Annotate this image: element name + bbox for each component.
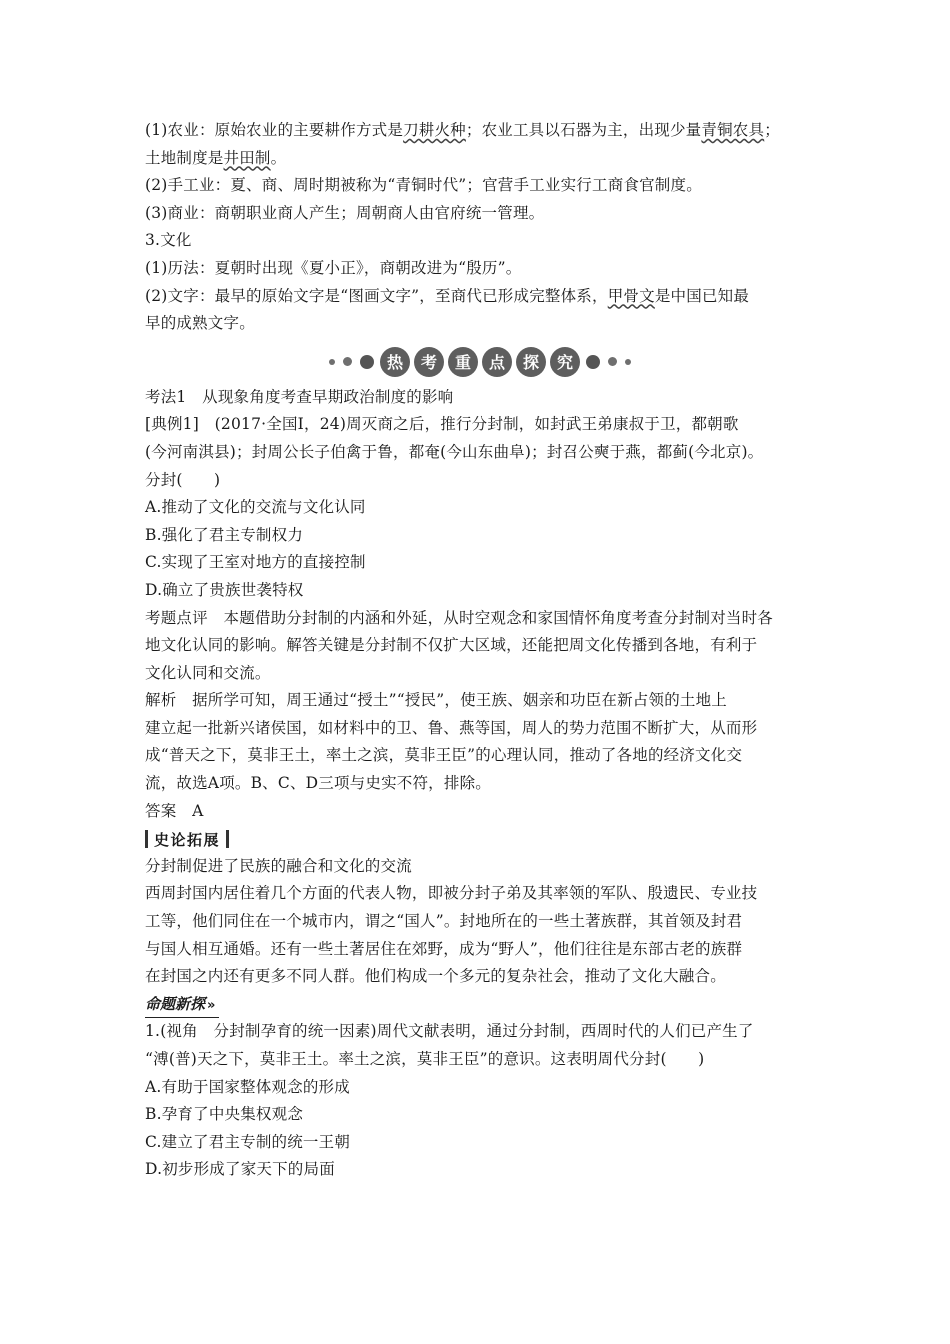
analysis-text: 解析 据所学可知，周王通过“授土”“授民”，使王族、姻亲和功臣在新占领的土地上	[145, 691, 727, 710]
example-question: 分封( )	[145, 470, 221, 489]
example-block	[145, 384, 815, 826]
question-block	[145, 1018, 815, 1184]
option-b: B.强化了君主专制权力	[145, 525, 304, 544]
extension-text: 在封国之内还有更多不同人群。他们构成一个多元的复杂社会，推动了文化大融合。	[145, 967, 726, 986]
banner-char: 探	[516, 347, 546, 377]
intro-text: 早的成熟文字。	[145, 314, 255, 333]
banner-dot-icon	[343, 357, 352, 366]
intro-paragraphs	[145, 117, 815, 338]
banner-dot-icon	[586, 355, 600, 369]
example-text: [典例1] (2017·全国Ⅰ，24)周灭商之后，推行分封制，如封武王弟康叔于卫，都朝歌	[145, 415, 739, 434]
option-b: B.孕育了中央集权观念	[145, 1105, 304, 1124]
extension-title: 分封制促进了民族的融合和文化的交流	[145, 856, 412, 875]
section-title: 史论拓展	[154, 830, 221, 849]
intro-text: (2)手工业：夏、商、周时期被称为“青铜时代”；官营手工业实行工商食官制度。	[145, 176, 702, 195]
intro-line	[145, 255, 815, 283]
intro-line	[145, 200, 815, 228]
intro-text: (2)文字：最早的原始文字是“图画文字”，至商代已形成完整体系，	[145, 286, 608, 305]
intro-line	[145, 310, 815, 338]
commentary-text: 考题点评 本题借助分封制的内涵和外延，从时空观念和家国情怀角度考查分封制对当时各	[145, 608, 774, 627]
intro-text: ；农业工具以石器为主，出现少量	[465, 121, 702, 139]
analysis-text: 成“普天之下，莫非王土，率土之滨，莫非王臣”的心理认同，推动了各地的经济文化交	[145, 746, 743, 765]
key-term: 甲骨文	[607, 286, 655, 305]
banner-char: 考	[414, 347, 444, 377]
banner-dot-icon	[329, 359, 335, 365]
intro-text: 是中国已知最	[654, 286, 750, 305]
intro-line	[145, 283, 815, 311]
method-title: 考法1 从现象角度考查早期政治制度的影响	[145, 387, 454, 406]
commentary-text: 地文化认同的影响。解答关键是分封制不仅扩大区域，还能把周文化传播到各地，有利于	[145, 636, 758, 655]
extension-block	[145, 853, 815, 991]
intro-text: 。	[270, 148, 287, 167]
double-chevron-icon: »	[207, 998, 216, 1014]
question-text: “溥(普)天之下，莫非王土。率土之滨，莫非王臣”的意识。这表明周代分封( )	[145, 1050, 705, 1068]
banner-char: 究	[550, 347, 580, 377]
key-term: 井田制	[223, 148, 271, 167]
option-c: C.建立了君主专制的统一王朝	[145, 1132, 351, 1151]
intro-text: 3.文化	[145, 231, 192, 250]
answer-text: 答案 A	[145, 801, 204, 820]
question-text: 1.(视角 分封制孕育的统一因素)周代文献表明，通过分封制，西周时代的人们已产生了	[145, 1022, 754, 1041]
sub-heading-text: 命题新探	[145, 995, 206, 1014]
example-text: (今河南淇县)；封周公长子伯禽于鲁，都奄(今山东曲阜)；封召公奭于燕，都蓟(今北京)。	[145, 442, 764, 461]
heading-bar-icon	[226, 830, 229, 848]
option-a: A.有助于国家整体观念的形成	[145, 1077, 350, 1096]
extension-text: 与国人相互通婚。还有一些土著居住在郊野，成为“野人”，他们往往是东部古老的族群	[145, 939, 743, 958]
option-d: D.初步形成了家天下的局面	[145, 1160, 335, 1179]
section-heading	[145, 825, 815, 853]
sub-heading-label	[145, 993, 219, 1018]
intro-line	[145, 172, 815, 200]
banner-char: 点	[482, 347, 512, 377]
intro-text: (3)商业：商朝职业商人产生；周朝商人由官府统一管理。	[145, 203, 545, 222]
key-term: 刀耕火种	[403, 121, 466, 139]
document-page	[145, 117, 815, 1184]
option-a: A.推动了文化的交流与文化认同	[145, 498, 366, 517]
commentary-text: 文化认同和交流。	[145, 663, 271, 682]
banner-dot-icon	[360, 355, 374, 369]
banner-dot-icon	[625, 359, 631, 365]
banner-dot-icon	[608, 357, 617, 366]
analysis-text: 建立起一批新兴诸侯国，如材料中的卫、鲁、燕等国，周人的势力范围不断扩大，从而形	[145, 718, 758, 737]
analysis-text: 流，故选A项。B、C、D三项与史实不符，排除。	[145, 774, 491, 793]
intro-text: ；	[764, 121, 780, 139]
banner-char: 重	[448, 347, 478, 377]
banner-char: 热	[380, 347, 410, 377]
intro-line	[145, 145, 815, 173]
key-term: 青铜农具	[701, 121, 765, 139]
extension-text: 工等，他们同住在一个城市内，谓之“国人”。封地所在的一些土著族群，其首领及封君	[145, 912, 743, 931]
sub-heading	[145, 991, 815, 1019]
intro-text: 土地制度是	[145, 148, 224, 167]
intro-line	[145, 117, 815, 145]
section-banner	[145, 340, 815, 384]
intro-text: (1)农业：原始农业的主要耕作方式是	[145, 121, 404, 139]
option-c: C.实现了王室对地方的直接控制	[145, 553, 366, 572]
extension-text: 西周封国内居住着几个方面的代表人物，即被分封子弟及其率领的军队、殷遗民、专业技	[145, 884, 758, 903]
intro-text: (1)历法：夏朝时出现《夏小正》，商朝改进为“殷历”。	[145, 258, 522, 277]
option-d: D.确立了贵族世袭特权	[145, 580, 304, 599]
intro-line	[145, 227, 815, 255]
